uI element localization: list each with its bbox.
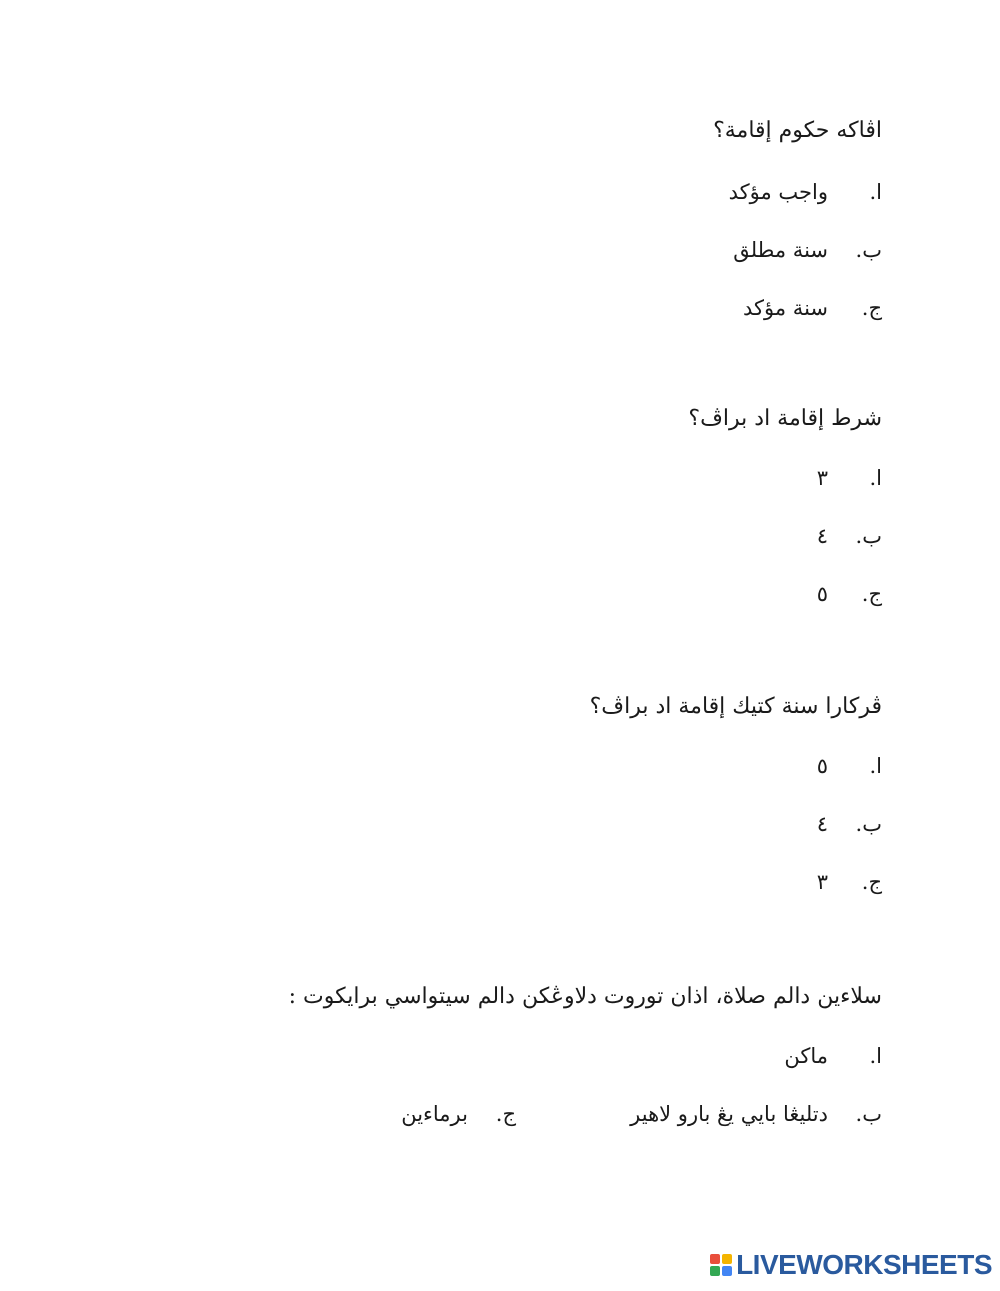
option-letter: ب. bbox=[855, 524, 882, 548]
option-letter: ب. bbox=[855, 1102, 882, 1126]
logo-text: LIVEWORKSHEETS bbox=[736, 1249, 992, 1280]
option-letter: ج. bbox=[861, 870, 882, 894]
question-4: سلاءين دالم صلاة، اذان توروت دلاوڠكن دالم سيتواسي برايكوت : bbox=[288, 984, 882, 1009]
option-text: ٤ bbox=[816, 812, 828, 836]
option-text: ٥ bbox=[816, 754, 828, 778]
option-text: سنة مطلق bbox=[733, 238, 828, 262]
option-letter: ج. bbox=[861, 582, 882, 606]
option-letter: ج. bbox=[495, 1102, 516, 1126]
q2-option-a[interactable] bbox=[482, 466, 882, 506]
option-text: برماءين bbox=[401, 1102, 468, 1126]
option-letter: ا. bbox=[869, 180, 882, 204]
option-letter: ب. bbox=[855, 812, 882, 836]
option-letter: ا. bbox=[869, 1044, 882, 1068]
q4-option-c[interactable] bbox=[396, 1102, 516, 1142]
q1-option-b[interactable] bbox=[482, 238, 882, 278]
option-text: واجب مؤكد bbox=[728, 180, 828, 204]
logo-mark-icon bbox=[710, 1254, 732, 1276]
liveworksheets-logo bbox=[710, 1249, 992, 1281]
question-1: اڤاكه حكوم إقامة؟ bbox=[713, 118, 882, 143]
option-text: ماكن bbox=[784, 1044, 828, 1068]
option-text: ٣ bbox=[816, 870, 828, 894]
q2-option-b[interactable] bbox=[482, 524, 882, 564]
question-3: ڤركارا سنة كتيك إقامة اد براڤ؟ bbox=[589, 694, 882, 719]
option-text: ٤ bbox=[816, 524, 828, 548]
option-text: ٣ bbox=[816, 466, 828, 490]
option-letter: ا. bbox=[869, 466, 882, 490]
option-letter: ا. bbox=[869, 754, 882, 778]
q1-option-c[interactable] bbox=[482, 296, 882, 336]
option-text: ٥ bbox=[816, 582, 828, 606]
option-text: دتليڠا بايي يڠ بارو لاهير bbox=[630, 1102, 828, 1126]
q3-option-c[interactable] bbox=[482, 870, 882, 910]
q3-option-a[interactable] bbox=[482, 754, 882, 794]
q3-option-b[interactable] bbox=[482, 812, 882, 852]
q4-option-a[interactable] bbox=[482, 1044, 882, 1084]
option-text: سنة مؤكد bbox=[743, 296, 828, 320]
q1-option-a[interactable] bbox=[482, 180, 882, 220]
question-2: شرط إقامة اد براڤ؟ bbox=[688, 406, 882, 431]
option-letter: ب. bbox=[855, 238, 882, 262]
option-letter: ج. bbox=[861, 296, 882, 320]
q2-option-c[interactable] bbox=[482, 582, 882, 622]
